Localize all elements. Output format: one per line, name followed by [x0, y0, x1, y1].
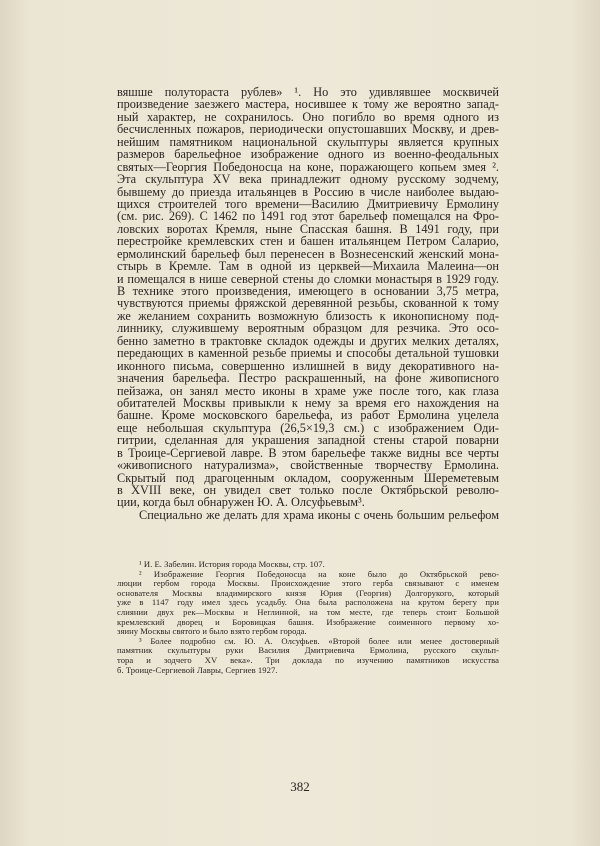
text-line: В технике этого произведения, имеющего в основании 3,75 метра,: [117, 284, 499, 298]
text-line: щихся строителей того времени—Василию Дмитриевичу Ермолину: [117, 196, 499, 211]
text-line: «живописного натурализма», свойственные творчеству Ермолина.: [117, 458, 499, 473]
text-line: ермолинский барельеф был перенесен в Вознесенский женский мона-: [117, 246, 499, 261]
footnote-line: памятник скульптуры руки Василия Дмитриевича Ермолина, русского скульп-: [117, 645, 499, 656]
text-line: и помещался в нише северной стены до сломки монастыря в 1929 году.: [117, 271, 499, 286]
text-line: нейшим памятником национальной скульптуры является крупных: [117, 134, 499, 149]
text-line: бенно заметно в трактовке складок одежды и других мелких деталях,: [117, 333, 499, 348]
text-line: в Троице-Сергиевой лавре. В этом барельефе также видны все черты: [117, 445, 499, 460]
text-line: Специально же делать для храма иконы с очень большим рельефом: [139, 507, 499, 522]
text-line: бесчисленных пожаров, периодически опустошавших Москву, и древ-: [117, 122, 499, 137]
text-line: передающих в каменной резьбе приемы и способы детальной тушовки: [117, 346, 499, 361]
page-number: 382: [290, 779, 310, 794]
text-line: (см. рис. 269). С 1462 по 1491 год этот барельеф помещался на Фро-: [117, 209, 499, 224]
text-line: произведение заезжего мастера, носившее к тому же вероятно запад-: [117, 97, 499, 112]
footnotes: [117, 560, 499, 675]
text-line: в XVIII веке, он увидел свет только после Октябрьской револю-: [117, 483, 499, 497]
text-line: чувствуются приемы фряжской деревянной резьбы, скованной к тому: [117, 296, 499, 311]
text-line: пейзажа, он занял место иконы в храме уже после того, как глаза: [117, 383, 499, 398]
text-line: святых—Георгия Победоносца на коне, поражающего копьем змея ².: [117, 159, 499, 174]
text-line: же желанием сохранить возможную близость к иконописному под-: [117, 308, 499, 323]
text-line: вяшше полуторaста рублев» ¹. Но это удивлявшее москвичей: [117, 85, 499, 99]
text-line: стырь в Кремле. Там в одной из церквей—Михаила Малеина—он: [117, 259, 499, 274]
footnote-line: ² Изображение Георгия Победоносца на коне было до Октябрьской рево-: [139, 568, 499, 579]
footnote-line: слиянии двух рек—Москвы и Неглинной, на том месте, где теперь стоит Большой: [117, 606, 499, 617]
text-line: ный характер, не сохранилось. Оно погибло во время одного из: [117, 109, 499, 124]
footnote-line: ³ Более подробно см. Ю. А. Олсуфьев. «Второй более или менее достоверный: [139, 635, 499, 646]
text-line: размеров барельефное изображение одного из военно-феодальных: [117, 147, 499, 162]
text-line: перестройке кремлевских стен и башен итальянцем Петром Саларио,: [117, 234, 499, 249]
text-line: ловских воротах Кремля, ныне Спасская башня. В 1491 году, при: [117, 221, 499, 236]
text-line: обитателей Москвы привыкли к нему за время его нахождения на: [117, 395, 499, 410]
footnote-line: тора и зодчего XV века». Три доклада по изучению памятников искусства: [117, 654, 499, 665]
text-line: Эта скульптура XV века принадлежит одному русскому зодчему,: [117, 172, 499, 187]
footnote-line: люции гербом города Москвы. Происхождение этого герба связывают с именем: [117, 578, 499, 589]
text-line: Скрытый под драгоценным окладом, сооруженным Шереметевым: [117, 470, 499, 485]
text-line: башне. Кроме московского барельефа, из работ Ермолина уцелела: [117, 408, 499, 423]
text-line: гитрии, сделанная для украшения западной стены старой поварни: [117, 433, 499, 448]
footnote-line: зяину Москвы святого и было взято гербом города.: [117, 626, 307, 637]
text-line: иконного письма, совершенно излишней в виду декоративного на-: [117, 358, 499, 373]
main-text: [117, 86, 499, 521]
footnote-line: кремлевский дворец и Боровицкая башня. Изображение соименного первому хо-: [117, 616, 499, 627]
text-line: бывшему до приезда итальянцев в Россию в числе наиболее выдаю-: [117, 184, 499, 199]
text-line: значения барельефа. Пестро раскрашенный, на фоне живописного: [117, 371, 499, 386]
footnote-line: основателя Москвы владимирского князя Юрия (Георгия) Долгорукого, который: [117, 587, 499, 598]
footnote-line: б. Троице-Сергиевой Лавры, Сергиев 1927.: [117, 664, 278, 675]
text-line: ции, когда был обнаружен Ю. А. Олсуфьевым³.: [117, 495, 365, 510]
footnote-line: уже в 1147 году имел здесь усадьбу. Она была расположена на крутом берегу при: [117, 597, 499, 608]
text-line: еще небольшая скульптура (26,5×19,3 см.) с изображением Оди-: [117, 420, 499, 435]
footnote-line: ¹ И. Е. Забелин. История города Москвы, стр. 107.: [139, 559, 325, 569]
text-line: линнику, служившему вероятным образцом для резчика. Это осо-: [117, 321, 499, 336]
